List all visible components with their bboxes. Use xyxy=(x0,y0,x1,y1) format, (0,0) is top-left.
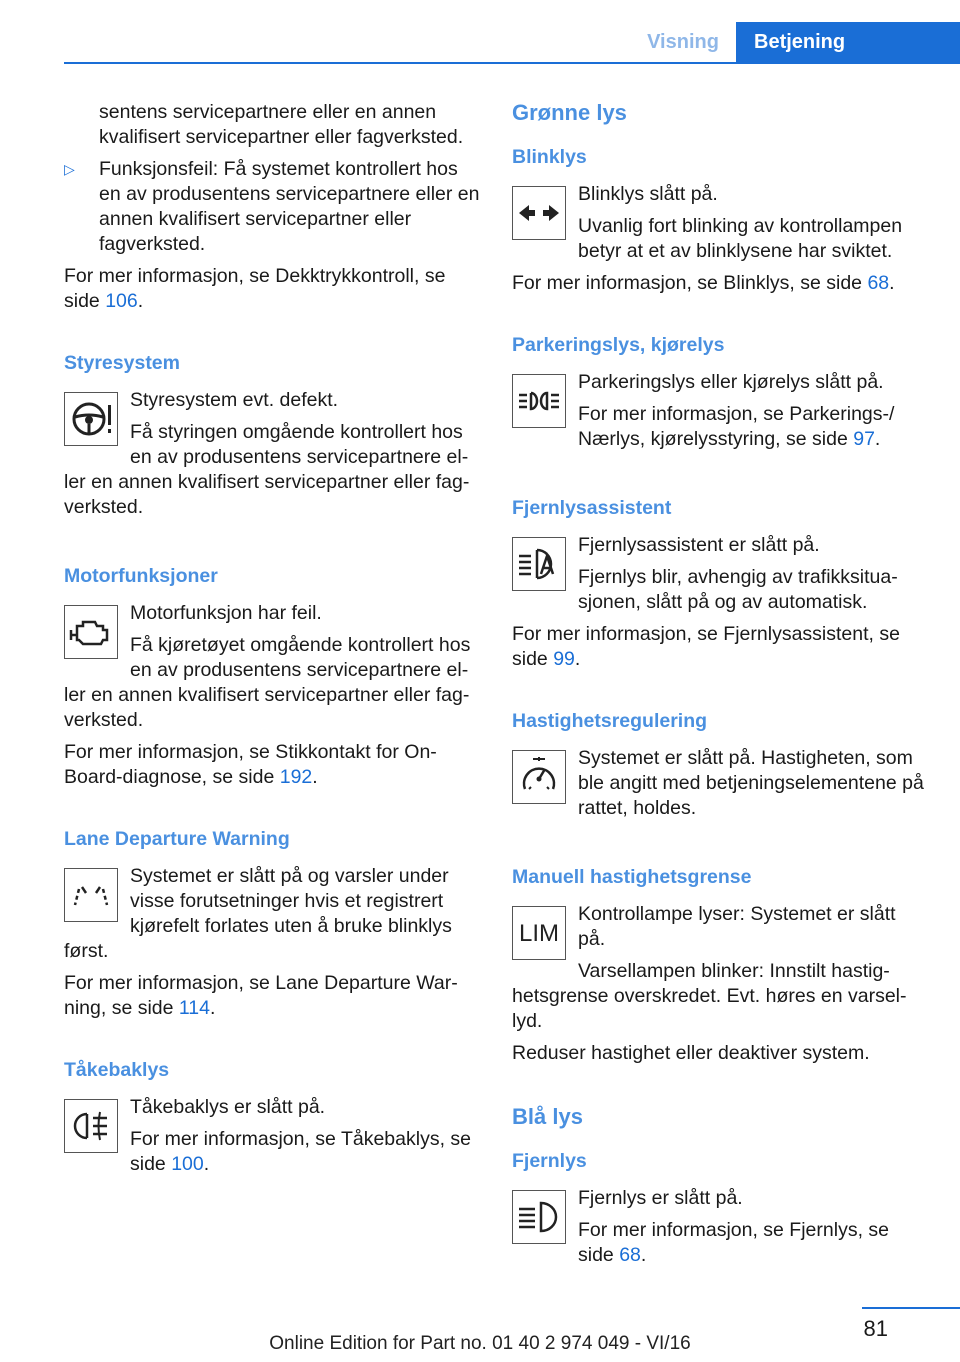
indicator-block-parkeringslys xyxy=(512,370,926,459)
section-heading-fjernlys: Fjernlys xyxy=(512,1150,587,1172)
section-heading-lane-departure: Lane Departure Warning xyxy=(64,828,290,850)
paragraph-text: For mer informasjon, se Parkerings-/ Nærlys, kjørelysstyring, se side xyxy=(578,403,895,450)
page-link[interactable]: 68 xyxy=(867,272,890,294)
paragraph: Systemet er slått på og varsler under visse forutsetninger hvis et registrert kjørefelt forlates uten å bruke blinklys først. xyxy=(64,865,452,962)
paragraph: Kontrollampe lyser: Systemet er slått på. xyxy=(578,903,896,950)
high-beam-assistant-icon xyxy=(512,537,566,591)
tab-visning[interactable]: Visning xyxy=(647,31,719,53)
list-item xyxy=(64,157,484,257)
paragraph: Styresystem evt. defekt. xyxy=(130,389,339,411)
parking-light-icon xyxy=(512,374,566,428)
section-heading-hastighetsregulering: Hastighetsregulering xyxy=(512,710,708,732)
page-link[interactable]: 68 xyxy=(619,1244,641,1266)
paragraph: Uvanlig fort blinking av kontrollampen betyr at et av blinklysene har sviktet. xyxy=(578,215,903,262)
warning-block-lane xyxy=(64,864,484,971)
section-heading-takebaklys: Tåkebaklys xyxy=(64,1059,170,1081)
warning-block-motor xyxy=(64,601,484,740)
indicator-block-fjernlysassistent xyxy=(512,533,926,622)
section-heading-styresystem: Styresystem xyxy=(64,352,180,374)
paragraph: Systemet er slått på. Hastigheten, som ble angitt med betjeningselementene på rattet, holdes. xyxy=(578,747,924,819)
paragraph-text: For mer informasjon, se Dekktrykkontroll, se side xyxy=(64,265,446,312)
turn-signal-icon xyxy=(512,186,566,240)
section-heading-bla-lys: Blå lys xyxy=(512,1104,583,1129)
warning-block-styresystem xyxy=(64,388,484,527)
indicator-block-fjernlys xyxy=(512,1186,926,1275)
page-link[interactable]: 99 xyxy=(553,648,575,670)
left-column xyxy=(64,100,484,1184)
section-heading-parkeringslys: Parkeringslys, kjørelys xyxy=(512,334,725,356)
page-link[interactable]: 114 xyxy=(178,997,210,1019)
paragraph: For mer informasjon, se Lane Departure War‐ ning, se side 114. xyxy=(64,972,458,1019)
engine-warning-icon xyxy=(64,605,118,659)
triangle-bullet-icon: ▷ xyxy=(64,161,75,177)
speed-limiter-icon xyxy=(512,906,566,960)
paragraph: Få styringen omgående kontrollert hos en av produsentens servicepartnere el‐ ler en annen kvalifisert servicepartner eller fag‐ verksted. xyxy=(64,421,470,518)
footer-rule xyxy=(862,1307,960,1309)
paragraph-text: For mer informasjon, se Fjernlys, se side xyxy=(578,1219,890,1266)
paragraph: Blinklys slått på. xyxy=(578,183,718,205)
paragraph: For mer informasjon, se Fjernlys, se side 68. xyxy=(578,1219,890,1266)
paragraph: Reduser hastighet eller deaktiver system. xyxy=(512,1042,870,1064)
page-link[interactable]: 192 xyxy=(279,766,313,788)
paragraph: Parkeringslys eller kjørelys slått på. xyxy=(578,371,884,393)
indicator-block-blinklys xyxy=(512,182,926,271)
edition-footer: Online Edition for Part no. 01 40 2 974 049 - VI/16 xyxy=(269,1333,691,1354)
tab-betjening[interactable]: Betjening xyxy=(736,22,960,62)
paragraph: For mer informasjon, se Blinklys, se side 68. xyxy=(512,272,895,294)
paragraph: For mer informasjon, se Dekktrykkontroll, se side 106. xyxy=(64,265,446,312)
section-heading-gronne-lys: Grønne lys xyxy=(512,100,627,125)
cruise-control-icon xyxy=(512,750,566,804)
paragraph-text: For mer informasjon, se Fjernlysassistent, se side xyxy=(512,623,900,670)
section-heading-blinklys: Blinklys xyxy=(512,146,587,168)
paragraph: For mer informasjon, se Tåkebaklys, se side 100. xyxy=(130,1128,472,1175)
paragraph: Fjernlys blir, avhengig av trafikksitua‐ sjonen, slått på og av automatisk. xyxy=(578,566,898,613)
steering-warning-icon xyxy=(64,392,118,446)
paragraph: For mer informasjon, se Fjernlysassistent, se side 99. xyxy=(512,623,900,670)
rear-fog-light-icon xyxy=(64,1099,118,1153)
lim-icon-text: LIM xyxy=(518,919,559,947)
paragraph: Motorfunksjon har feil. xyxy=(130,602,322,624)
indicator-block-hastighetsregulering xyxy=(512,746,926,828)
paragraph-text: For mer informasjon, se Lane Departure War‐ ning, se side xyxy=(64,972,458,1019)
right-column xyxy=(512,100,926,1275)
list-item-text: Funksjonsfeil: Få systemet kontrollert hos en av produsentens servicepartnere eller en annen kvalifisert servicepartner eller fagverksted. xyxy=(99,158,480,255)
section-heading-manuell-hastighetsgrense: Manuell hastighetsgrense xyxy=(512,866,752,888)
lane-departure-icon xyxy=(64,868,118,922)
paragraph: Få kjøretøyet omgående kontrollert hos en av produsentens servicepartnere el‐ ler en annen kvalifisert servicepartner eller fag‐ verksted. xyxy=(64,634,471,731)
warning-block-takebaklys xyxy=(64,1095,484,1184)
paragraph-text: For mer informasjon, se Stikkontakt for On- Board-diagnose, se side xyxy=(64,741,437,788)
paragraph: Varsellampen blinker: Innstilt hastig‐ hetsgrense overskredet. Evt. høres en varsel‐ lyd. xyxy=(512,960,907,1032)
section-heading-motorfunksjoner: Motorfunksjoner xyxy=(64,565,218,587)
page-link[interactable]: 100 xyxy=(171,1153,204,1175)
paragraph-text: For mer informasjon, se Blinklys, se side xyxy=(512,272,868,294)
high-beam-icon xyxy=(512,1190,566,1244)
page-link[interactable]: 106 xyxy=(105,290,138,312)
page-link[interactable]: 97 xyxy=(853,428,875,450)
paragraph: Tåkebaklys er slått på. xyxy=(130,1096,326,1118)
paragraph: Fjernlys er slått på. xyxy=(578,1187,743,1209)
paragraph: Fjernlysassistent er slått på. xyxy=(578,534,820,556)
paragraph: sentens servicepartnere eller en annen kvalifisert servicepartner eller fagverksted. xyxy=(99,101,464,148)
paragraph-text: For mer informasjon, se Tåkebaklys, se side xyxy=(130,1128,472,1175)
header-rule xyxy=(64,62,960,64)
paragraph: For mer informasjon, se Stikkontakt for On- Board-diagnose, se side 192. xyxy=(64,741,437,788)
page-number: 81 xyxy=(863,1316,888,1341)
paragraph: For mer informasjon, se Parkerings-/ Nærlys, kjørelysstyring, se side 97. xyxy=(578,403,895,450)
indicator-block-manuell xyxy=(512,902,926,1041)
section-heading-fjernlysassistent: Fjernlysassistent xyxy=(512,497,672,519)
